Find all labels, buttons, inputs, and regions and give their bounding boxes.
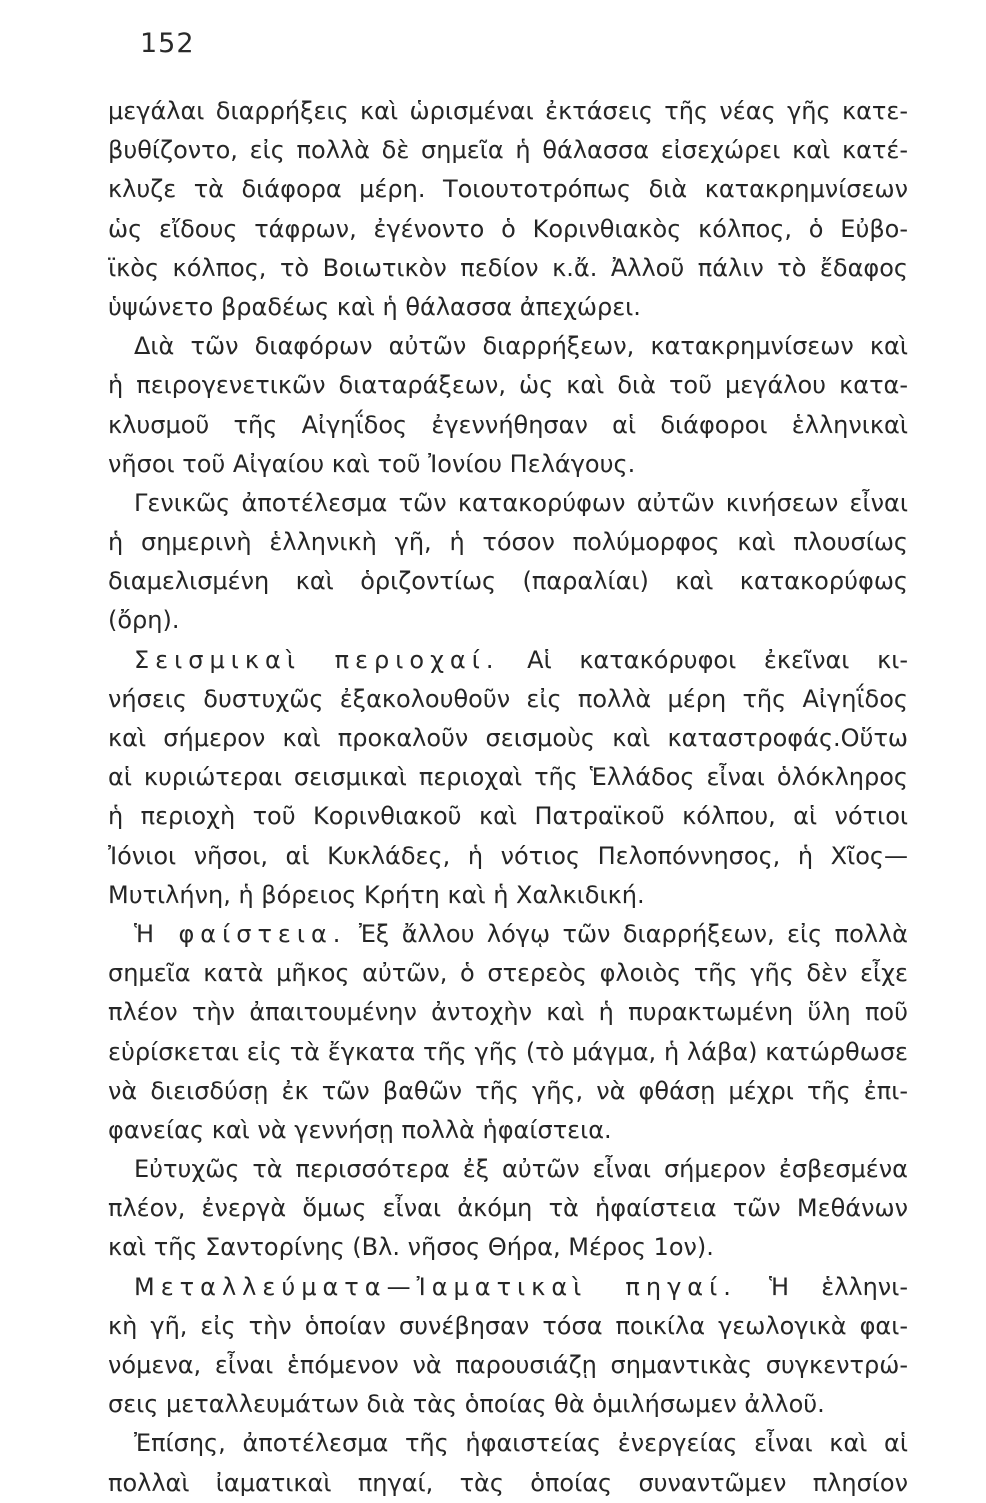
line-text: Ἡ ἑλληνι- — [736, 1272, 908, 1301]
text-line: κλυζε τὰ διάφορα μέρη. Τοιουτοτρόπως διὰ κατακρημνίσεων — [108, 175, 908, 204]
page-number: 152 — [140, 28, 195, 59]
text-line: ϊκὸς κόλπος, τὸ Βοιωτικὸν πεδίον κ.ἄ. Ἀλλοῦ πάλιν τὸ ἔδαφος — [108, 253, 908, 282]
section-heading: Σεισμικαὶ περιοχαί. — [134, 645, 500, 674]
text-line: ὑψώνετο βραδέως καὶ ἡ θάλασσα ἀπεχώρει. — [108, 292, 641, 321]
text-line — [108, 915, 908, 954]
text-line: Μυτιλήνη, ἡ βόρειος Κρήτη καὶ ἡ Χαλκιδική. — [108, 880, 645, 909]
text-line — [108, 641, 908, 680]
text-line: νὰ διεισδύσῃ ἐκ τῶν βαθῶν τῆς γῆς, νὰ φθάσῃ μέχρι τῆς ἐπι- — [108, 1076, 908, 1105]
line-text: Αἱ κατακόρυφοι ἐκεῖναι κι- — [499, 645, 909, 674]
text-line: μεγάλαι διαρρήξεις καὶ ὡρισμέναι ἐκτάσεις τῆς νέας γῆς κατε- — [108, 97, 908, 125]
text-line: νόμενα, εἶναι ἑπόμενον νὰ παρουσιάζῃ σημαντικὰς συγκεντρώ- — [108, 1351, 908, 1379]
text-line: πολλαὶ ἰαματικαὶ πηγαί, τὰς ὁποίας συναντῶμεν πλησίον — [108, 1468, 908, 1497]
text-line: κλυσμοῦ τῆς Αἰγηΐδος ἐγεννήθησαν αἱ διάφοροι ἑλληνικαὶ — [108, 410, 908, 439]
text-line: σημεῖα κατὰ μῆκος αὐτῶν, ὁ στερεὸς φλοιὸς τῆς γῆς δὲν εἶχε — [108, 959, 908, 988]
text-line: ἡ σημερινὴ ἑλληνικὴ γῆ, ἡ τόσον πολύμορφος καὶ πλουσίως — [108, 528, 908, 557]
text-line: κὴ γῆ, εἰς τὴν ὁποίαν συνέβησαν τόσα ποικίλα γεωλογικὰ φαι- — [108, 1311, 908, 1340]
text-line: αἱ κυριώτεραι σεισμικαὶ περιοχαὶ τῆς Ἑλλάδος εἶναι ὁλόκληρος — [108, 763, 908, 792]
text-line: ὡς εἴδους τάφρων, ἐγένοντο ὁ Κορινθιακὸς κόλπος, ὁ Εὐβο- — [108, 214, 908, 243]
text-line: βυθίζοντο, εἰς πολλὰ δὲ σημεῖα ἡ θάλασσα εἰσεχώρει καὶ κατέ- — [108, 136, 908, 165]
text-line: πλέον τὴν ἀπαιτουμένην ἀντοχὴν καὶ ἡ πυρακτωμένη ὕλη ποῦ — [108, 998, 908, 1027]
body-text — [108, 92, 908, 1503]
text-line: φανείας καὶ νὰ γεννήσῃ πολλὰ ἡφαίστεια. — [108, 1115, 612, 1144]
text-line: ἡ πειρογενετικῶν διαταράξεων, ὡς καὶ διὰ τοῦ μεγάλου κατα- — [108, 371, 908, 400]
text-line: Εὐτυχῶς τὰ περισσότερα ἐξ αὐτῶν εἶναι σήμερον ἐσβεσμένα — [134, 1155, 908, 1184]
text-line: Γενικῶς ἀποτέλεσμα τῶν κατακορύφων αὐτῶν κινήσεων εἶναι — [134, 488, 908, 517]
line-text: Ἐξ ἄλλου λόγῳ τῶν διαρρήξεων, εἰς πολλὰ — [346, 919, 908, 948]
text-line — [108, 1268, 908, 1307]
text-line: διαμελισμένη καὶ ὁριζοντίως (παραλίαι) καὶ κατακορύφως — [108, 567, 908, 596]
text-line: νήσεις δυστυχῶς ἐξακολουθοῦν εἰς πολλὰ μέρη τῆς Αἰγηΐδος — [108, 684, 908, 713]
text-line: σεις μεταλλευμάτων διὰ τὰς ὁποίας θὰ ὁμιλήσωμεν ἀλλοῦ. — [108, 1390, 825, 1419]
text-line: Ἰόνιοι νῆσοι, αἱ Κυκλάδες, ἡ νότιος Πελοπόννησος, ἡ Χῖος— — [108, 841, 908, 870]
text-line: νῆσοι τοῦ Αἰγαίου καὶ τοῦ Ἰονίου Πελάγους. — [108, 449, 636, 478]
section-heading: Μεταλλεύματα—Ἰαματικαὶ πηγαί. — [134, 1272, 737, 1301]
text-line: ἡ περιοχὴ τοῦ Κορινθιακοῦ καὶ Πατραϊκοῦ κόλπου, αἱ νότιοι — [108, 802, 908, 831]
text-line: εὑρίσκεται εἰς τὰ ἔγκατα τῆς γῆς (τὸ μάγμα, ἡ λάβα) κατώρθωσε — [108, 1037, 908, 1066]
text-line: Διὰ τῶν διαφόρων αὐτῶν διαρρήξεων, κατακρημνίσεων καὶ — [134, 332, 908, 361]
text-line: πλέον, ἐνεργὰ ὅμως εἶναι ἀκόμη τὰ ἡφαίστεια τῶν Μεθάνων — [108, 1194, 908, 1223]
text-line: (ὄρη). — [108, 606, 180, 635]
text-line: καὶ τῆς Σαντορίνης (Βλ. νῆσος Θήρα, Μέρος 1ον). — [108, 1233, 714, 1262]
text-line: Ἐπίσης, ἀποτέλεσμα τῆς ἡφαιστείας ἐνεργείας εἶναι καὶ αἱ — [134, 1429, 908, 1458]
text-line: καὶ σήμερον καὶ προκαλοῦν σεισμοὺς καὶ καταστροφάς.Οὕτω — [108, 724, 908, 752]
section-heading: Ἡ φαίστεια. — [134, 919, 347, 948]
